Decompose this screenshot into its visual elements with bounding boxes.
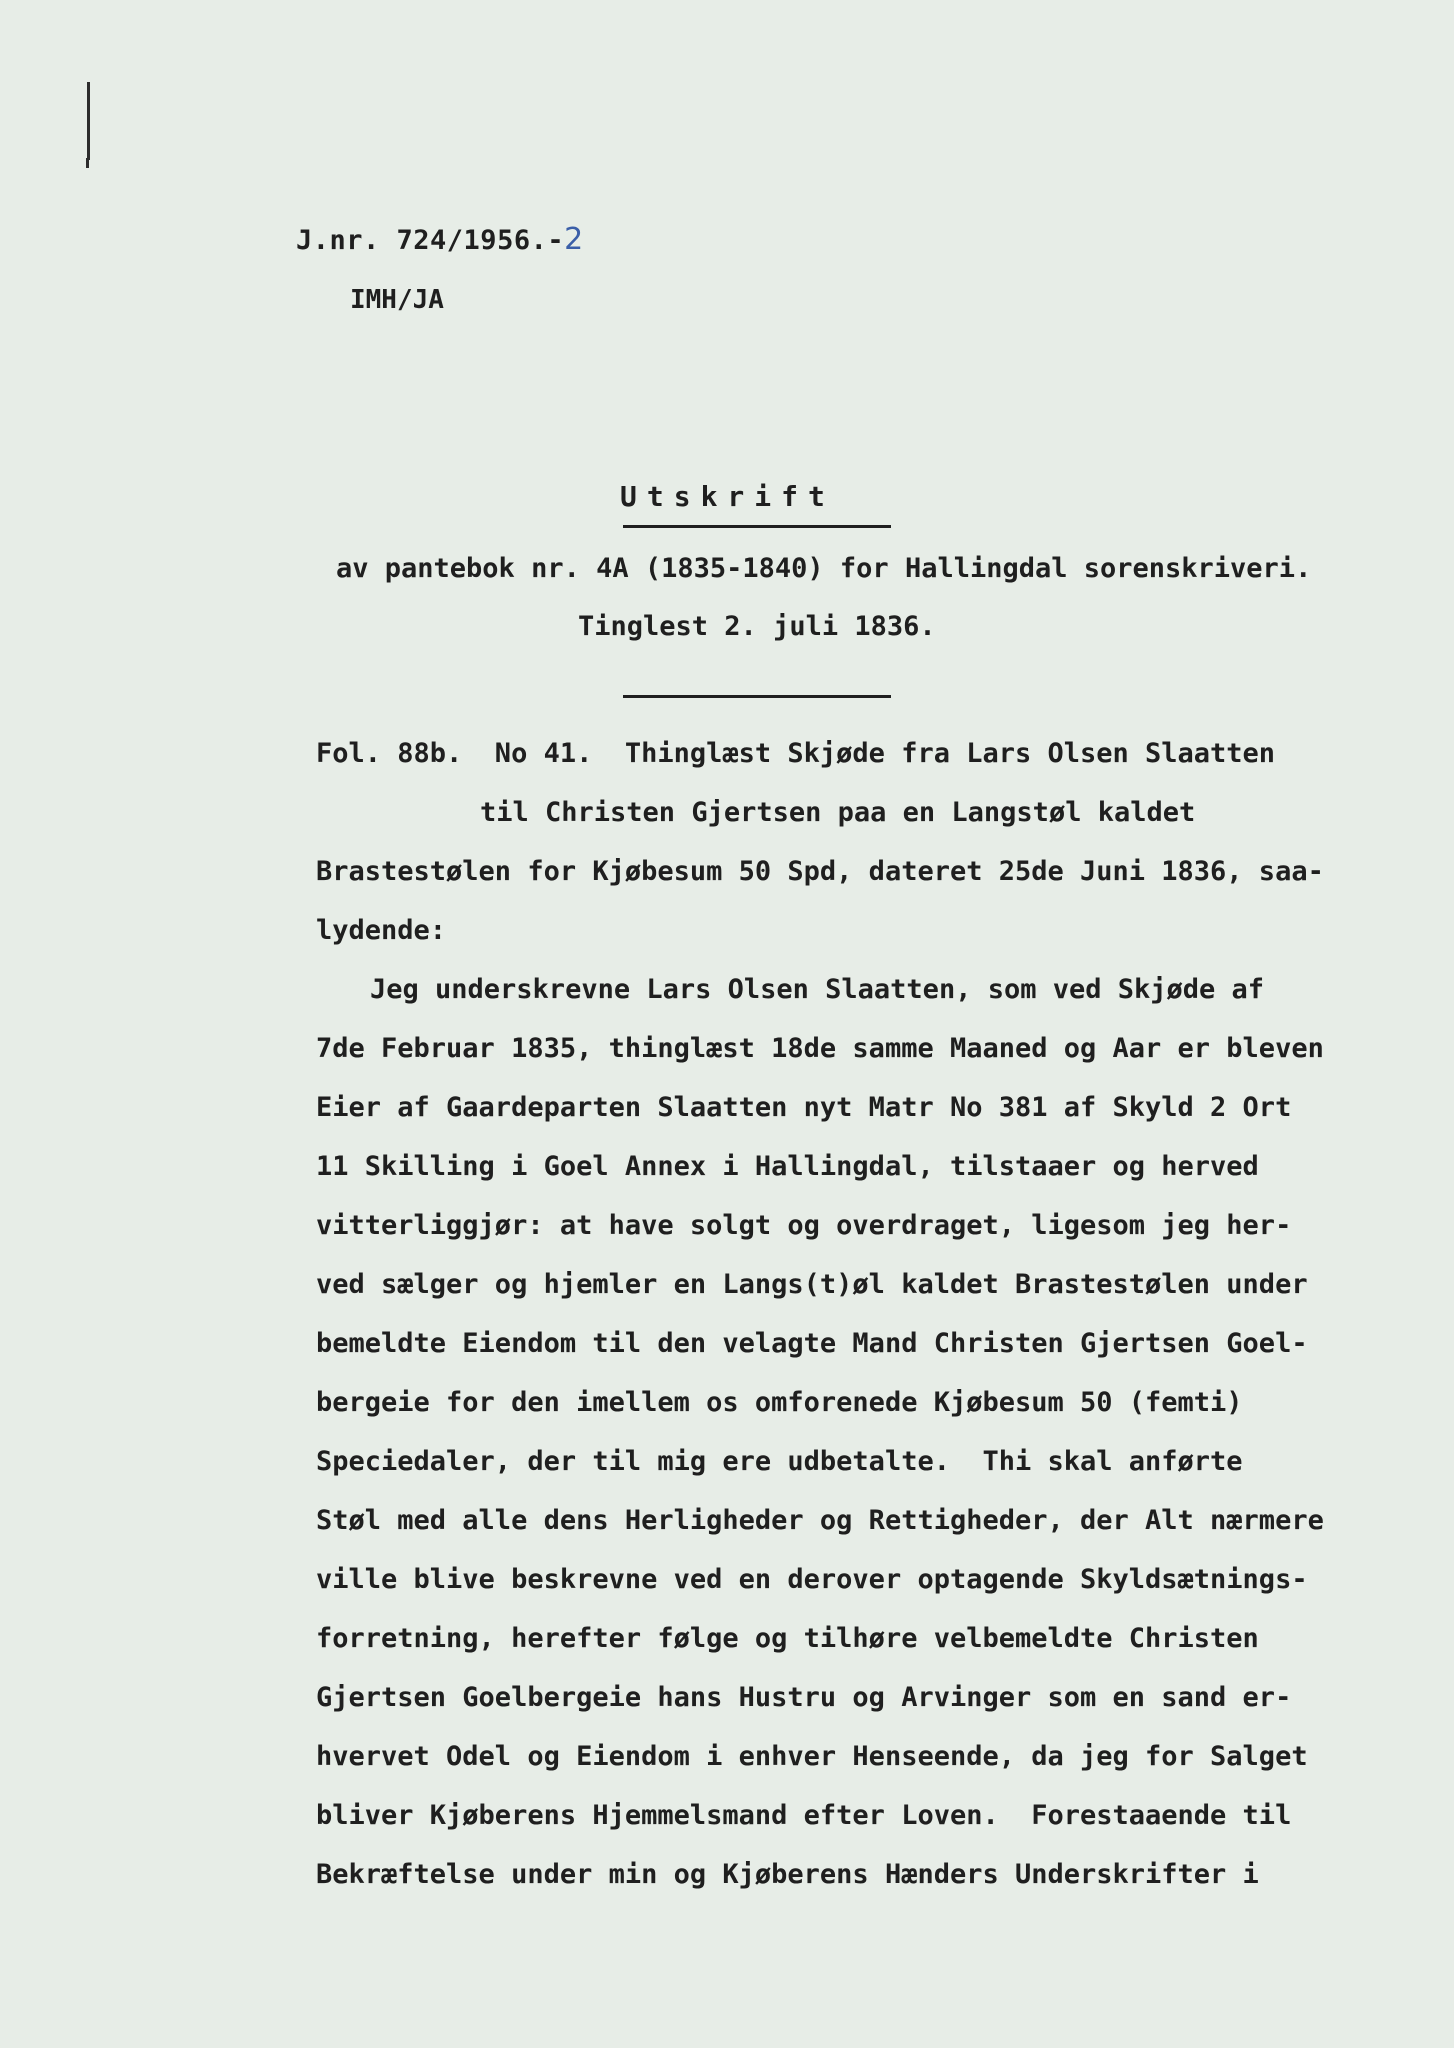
journal-number-text: J.nr. 724/1956.- [296,225,565,256]
body-line: Speciedaler, der til mig ere udbetalte. Thi skal anførte [316,1446,1243,1477]
body-line: ville blive beskrevne ved en derover optagende Skyldsætnings- [316,1564,1308,1595]
body-line: forretning, herefter følge og tilhøre velbemeldte Christen [316,1623,1259,1654]
margin-mark [87,82,90,160]
body-line: bemeldte Eiendom til den velagte Mand Christen Gjertsen Goel- [316,1328,1308,1359]
margin-mark-dot [86,158,89,168]
document-subtitle: av pantebok nr. 4A (1835-1840) for Hallingdal sorenskriveri. [336,553,1312,584]
body-line: Gjertsen Goelbergeie hans Hustru og Arvinger som en sand er- [316,1682,1292,1713]
journal-number [296,222,584,257]
body-line: hvervet Odel og Eiendom i enhver Henseende, da jeg for Salget [316,1741,1308,1772]
title-underline [623,525,891,528]
body-line: ved sælger og hjemler en Langs(t)øl kaldet Brastestølen under [316,1269,1308,1300]
body-line: lydende: [316,915,447,946]
body-line: Eier af Gaardeparten Slaatten nyt Matr No 381 af Skyld 2 Ort [316,1092,1292,1123]
body-line: bergeie for den imellem os omforenede Kjøbesum 50 (femti) [316,1387,1243,1418]
body-line: Brastestølen for Kjøbesum 50 Spd, dateret 25de Juni 1836, saa- [316,856,1324,887]
registration-date: Tinglest 2. juli 1836. [578,611,936,642]
body-line: bliver Kjøberens Hjemmelsmand efter Loven. Forestaaende til [316,1800,1292,1831]
body-line: vitterliggjør: at have solgt og overdraget, ligesom jeg her- [316,1210,1292,1241]
body-line: Bekræftelse under min og Kjøberens Hænders Underskrifter i [316,1859,1259,1890]
body-line: 11 Skilling i Goel Annex i Hallingdal, tilstaaer og herved [316,1151,1259,1182]
body-line: Støl med alle dens Herligheder og Rettigheder, der Alt nærmere [316,1505,1324,1536]
section-divider [623,695,891,698]
document-title: Utskrift [620,480,835,513]
journal-number-handwritten-suffix: 2 [564,222,584,257]
body-line: til Christen Gjertsen paa en Langstøl kaldet [480,797,1196,828]
body-line: Fol. 88b. No 41. Thinglæst Skjøde fra Lars Olsen Slaatten [316,738,1276,769]
body-line: Jeg underskrevne Lars Olsen Slaatten, som ved Skjøde af [370,974,1265,1005]
body-line: 7de Februar 1835, thinglæst 18de samme Maaned og Aar er bleven [316,1033,1324,1064]
clerk-initials: IMH/JA [350,285,444,315]
